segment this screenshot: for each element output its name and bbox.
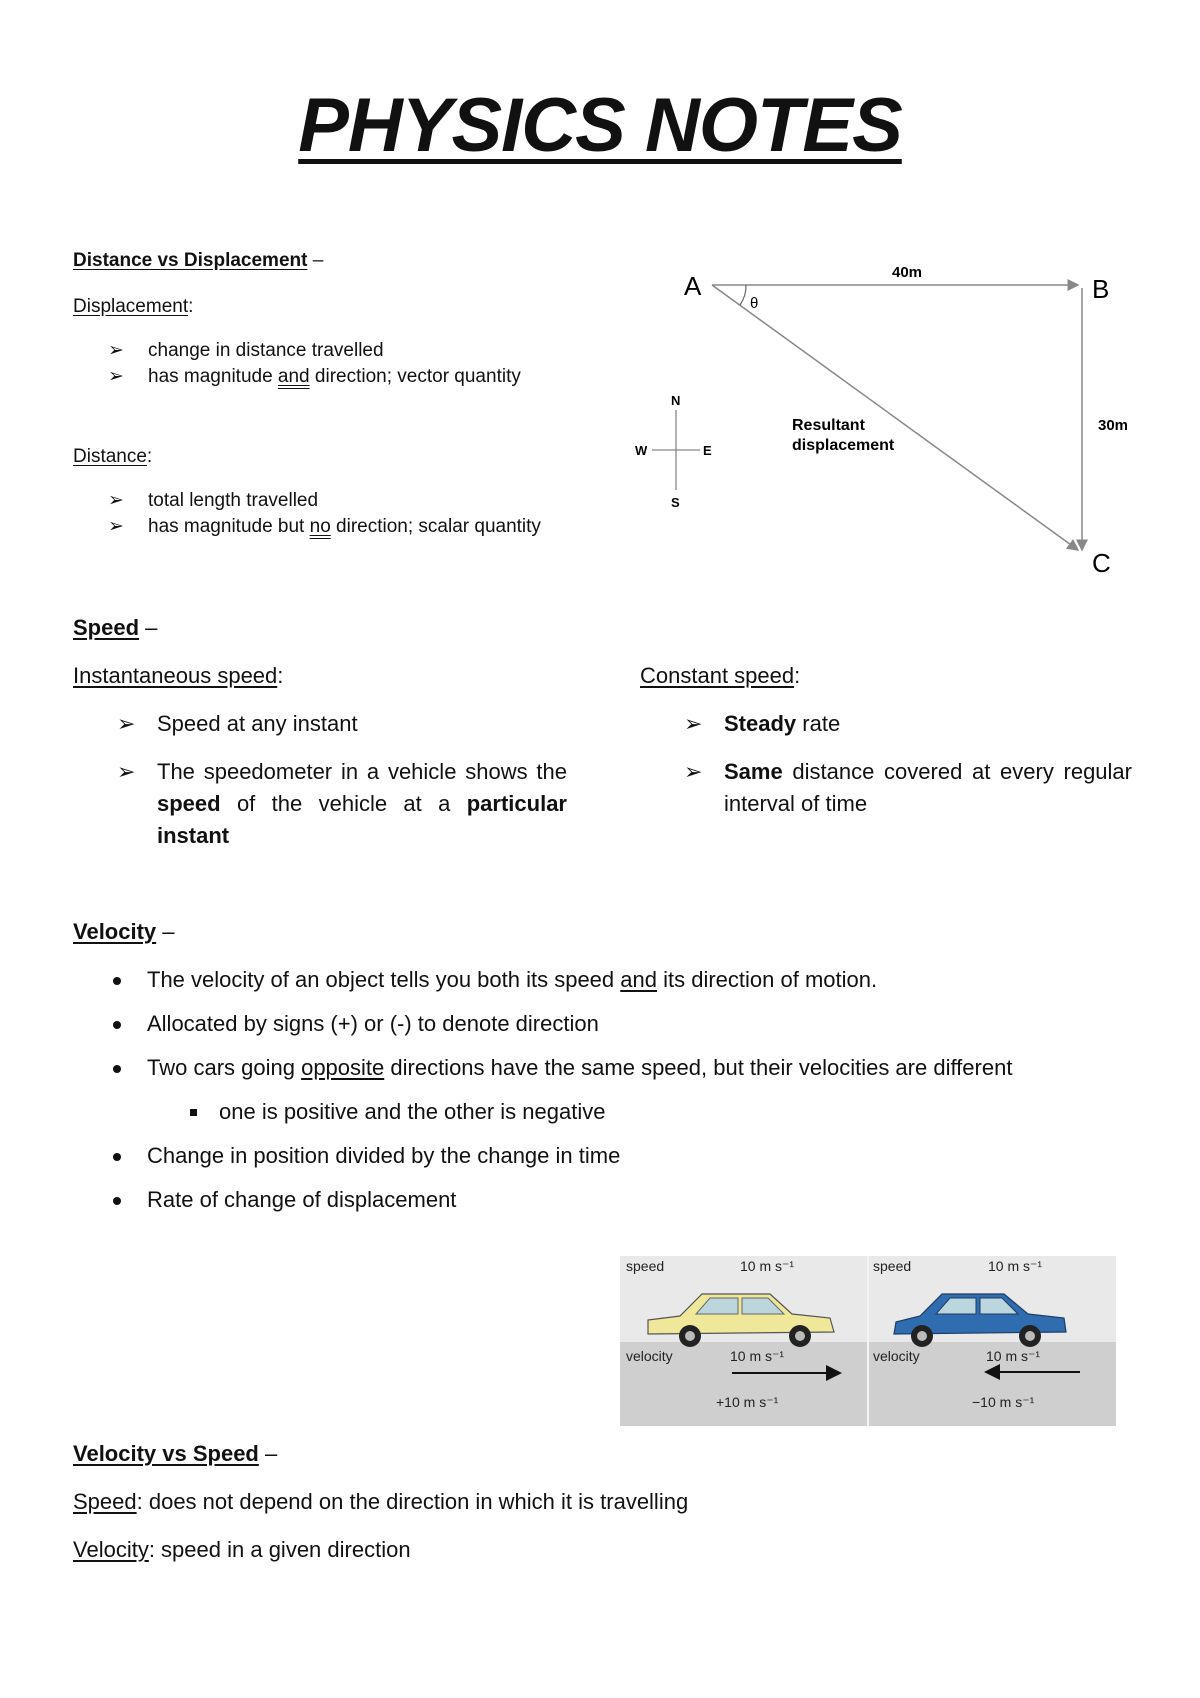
vs-speed-label: Speed xyxy=(73,1489,137,1514)
right-velocity-label: velocity xyxy=(873,1348,920,1364)
item-text: its direction of motion. xyxy=(657,967,878,992)
ab-length-label: 40m xyxy=(892,264,923,281)
compass-n: N xyxy=(671,393,681,408)
left-velocity-value: 10 m s⁻¹ xyxy=(730,1348,785,1364)
heading-suffix: – xyxy=(258,1441,278,1466)
list-item xyxy=(108,514,648,540)
list-item xyxy=(117,708,567,740)
bullet-icon xyxy=(113,977,121,985)
left-signed-velocity: +10 m s⁻¹ xyxy=(716,1394,779,1410)
list-item xyxy=(117,756,567,852)
item-text: Two cars going xyxy=(147,1055,302,1080)
resultant-label-line1: Resultant xyxy=(792,417,865,434)
angle-arc xyxy=(740,285,746,305)
item-text: Speed at any instant xyxy=(157,711,358,736)
cars-drawing xyxy=(620,1256,1116,1426)
resultant-line xyxy=(712,285,1078,550)
vs-velocity-text: : speed in a given direction xyxy=(148,1537,411,1562)
arrow-marker-icon: ➢ xyxy=(108,490,124,511)
right-speed-value: 10 m s⁻¹ xyxy=(988,1258,1043,1274)
left-speed-value: 10 m s⁻¹ xyxy=(740,1258,795,1274)
arrow-marker-icon: ➢ xyxy=(108,516,124,537)
vs-section-heading xyxy=(73,1438,277,1470)
arrow-marker-icon: ➢ xyxy=(117,711,136,736)
item-text: total length travelled xyxy=(148,490,319,511)
item-text-post: direction; scalar quantity xyxy=(330,516,541,537)
list-item xyxy=(108,364,628,390)
cars-velocity-figure xyxy=(620,1256,1116,1426)
vs-velocity-line xyxy=(73,1534,411,1566)
displacement-label: Displacement xyxy=(73,296,189,317)
point-b-label: B xyxy=(1092,274,1110,304)
yellow-car-icon xyxy=(648,1294,834,1347)
bullet-icon xyxy=(113,1197,121,1205)
item-text: distance covered at every regular interval of time xyxy=(724,759,1132,816)
arrow-marker-icon: ➢ xyxy=(108,340,124,361)
bullet-icon xyxy=(113,1021,121,1029)
item-text: The velocity of an object tells you both its speed xyxy=(147,967,621,992)
compass-icon xyxy=(635,393,712,510)
heading-suffix: – xyxy=(139,615,158,640)
item-text: rate xyxy=(796,711,841,736)
list-item xyxy=(108,338,628,364)
item-text: The speedometer in a vehicle shows the xyxy=(157,759,567,784)
colon: : xyxy=(146,446,153,467)
distance-label-line xyxy=(73,444,152,470)
point-c-label: C xyxy=(1092,548,1111,578)
item-text-post: direction; vector quantity xyxy=(309,366,521,387)
distance-section-heading xyxy=(73,248,323,274)
list-item xyxy=(73,1184,1133,1216)
item-text: Change in position divided by the change in time xyxy=(147,1143,621,1168)
arrow-marker-icon: ➢ xyxy=(117,759,136,784)
blue-car-icon xyxy=(894,1294,1066,1347)
item-text: Rate of change of displacement xyxy=(147,1187,457,1212)
heading-text: Velocity xyxy=(73,919,157,944)
vs-velocity-label: Velocity xyxy=(73,1537,149,1562)
list-item xyxy=(108,488,648,514)
arrow-marker-icon: ➢ xyxy=(108,366,124,387)
item-underlined: and xyxy=(620,967,657,992)
left-velocity-label: velocity xyxy=(626,1348,673,1364)
item-underlined: no xyxy=(309,516,331,537)
item-underlined: opposite xyxy=(301,1055,385,1080)
vs-speed-line xyxy=(73,1486,688,1518)
constant-label-line xyxy=(640,660,800,692)
item-bold: particular instant xyxy=(157,791,567,848)
displacement-list xyxy=(108,338,628,390)
vs-speed-text: : does not depend on the direction in which it is travelling xyxy=(136,1489,689,1514)
list-item xyxy=(73,1096,1133,1128)
distance-label: Distance xyxy=(73,446,147,467)
list-item xyxy=(684,708,1132,740)
item-text: one is positive and the other is negative xyxy=(219,1099,606,1124)
speed-section-heading xyxy=(73,612,157,644)
item-text: change in distance travelled xyxy=(148,340,384,361)
resultant-label-line2: displacement xyxy=(792,437,895,454)
arrow-marker-icon: ➢ xyxy=(684,759,703,784)
heading-text: Speed xyxy=(73,615,140,640)
item-text: of the vehicle at a xyxy=(220,791,467,816)
item-text: directions have the same speed, but their velocities are different xyxy=(384,1055,1013,1080)
square-bullet-icon xyxy=(190,1109,197,1116)
right-velocity-value: 10 m s⁻¹ xyxy=(986,1348,1041,1364)
page-title: PHYSICS NOTES xyxy=(298,83,902,168)
item-bold: Steady xyxy=(724,711,797,736)
list-item xyxy=(684,756,1132,820)
instantaneous-label-line xyxy=(73,660,283,692)
constant-list xyxy=(684,708,1132,820)
heading-suffix: – xyxy=(307,250,324,271)
displacement-label-line xyxy=(73,294,193,320)
instantaneous-label: Instantaneous speed xyxy=(73,663,278,688)
list-item xyxy=(73,1008,1133,1040)
point-a-label: A xyxy=(684,271,702,301)
item-underlined: and xyxy=(277,366,310,387)
heading-suffix: – xyxy=(156,919,175,944)
item-bold: Same xyxy=(724,759,783,784)
item-text: has magnitude xyxy=(148,366,278,387)
bc-length-label: 30m xyxy=(1098,417,1129,434)
compass-w: W xyxy=(635,443,648,458)
item-text: has magnitude but xyxy=(148,516,310,537)
velocity-list xyxy=(73,964,1133,1228)
colon: : xyxy=(277,663,284,688)
compass-e: E xyxy=(703,443,712,458)
velocity-section-heading xyxy=(73,916,175,948)
distance-list xyxy=(108,488,648,540)
list-item xyxy=(73,964,1133,996)
right-signed-velocity: −10 m s⁻¹ xyxy=(972,1394,1035,1410)
colon: : xyxy=(794,663,801,688)
left-speed-label: speed xyxy=(626,1258,665,1274)
constant-label: Constant speed xyxy=(640,663,795,688)
item-text: Allocated by signs (+) or (-) to denote direction xyxy=(147,1011,599,1036)
bullet-icon xyxy=(113,1065,121,1073)
displacement-diagram xyxy=(630,250,1140,580)
instantaneous-list xyxy=(117,708,567,852)
bullet-icon xyxy=(113,1153,121,1161)
list-item xyxy=(73,1052,1133,1084)
list-item xyxy=(73,1140,1133,1172)
arrow-marker-icon: ➢ xyxy=(684,711,703,736)
colon: : xyxy=(188,296,194,317)
heading-text: Velocity vs Speed xyxy=(73,1441,259,1466)
right-speed-label: speed xyxy=(873,1258,912,1274)
angle-label: θ xyxy=(750,295,759,312)
item-bold: speed xyxy=(157,791,221,816)
heading-text: Distance vs Displacement xyxy=(73,250,308,271)
compass-s: S xyxy=(671,495,680,510)
